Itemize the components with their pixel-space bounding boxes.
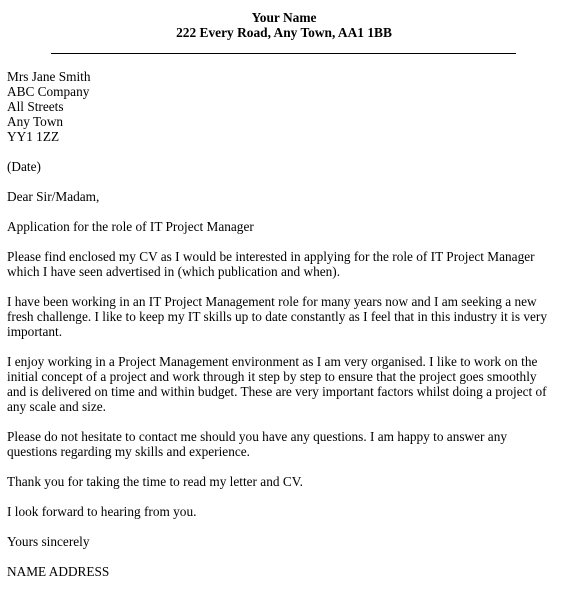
paragraph bbox=[7, 294, 555, 339]
paragraph-line: Thank you for taking the time to read my letter and CV. bbox=[7, 474, 303, 489]
recipient-line: YY1 1ZZ bbox=[7, 129, 60, 144]
paragraph bbox=[7, 249, 555, 279]
recipient-line: Any Town bbox=[7, 114, 64, 129]
header-divider bbox=[51, 53, 516, 54]
paragraph-line: I enjoy working in a Project Management environment as I am very organised. I like to work on the bbox=[7, 354, 538, 369]
paragraph-line: which I have seen advertised in (which publication and when). bbox=[7, 264, 341, 279]
paragraph-line: and is delivered on time and within budget. These are very important factors whilst doing a project of bbox=[7, 384, 547, 399]
letter-body bbox=[7, 69, 555, 579]
paragraph-line: any scale and size. bbox=[7, 399, 106, 414]
salutation: Dear Sir/Madam, bbox=[7, 189, 100, 204]
paragraph-line: Please do not hesitate to contact me should you have any questions. I am happy to answer any bbox=[7, 429, 507, 444]
recipient-line: Mrs Jane Smith bbox=[7, 69, 91, 84]
paragraph bbox=[7, 474, 555, 489]
paragraph-line: important. bbox=[7, 324, 63, 339]
paragraph bbox=[7, 504, 555, 519]
paragraph-line: questions regarding my skills and experience. bbox=[7, 444, 250, 459]
recipient-line: ABC Company bbox=[7, 84, 90, 99]
paragraph bbox=[7, 354, 555, 414]
paragraph bbox=[7, 429, 555, 459]
paragraph-line: initial concept of a project and work through it step by step to ensure that the project goes smoothly bbox=[7, 369, 537, 384]
signature-name: NAME ADDRESS bbox=[7, 564, 110, 579]
paragraph-line: fresh challenge. I like to keep my IT skills up to date constantly as I feel that in this industry it is very bbox=[7, 309, 548, 324]
recipient-address bbox=[7, 69, 555, 144]
closing: Yours sincerely bbox=[7, 534, 90, 549]
paragraph-line: Please find enclosed my CV as I would be interested in applying for the role of IT Project Manager bbox=[7, 249, 535, 264]
sender-header bbox=[0, 9, 562, 39]
subject-line: Application for the role of IT Project Manager bbox=[7, 219, 254, 234]
recipient-line: All Streets bbox=[7, 99, 64, 114]
sender-name: Your Name bbox=[251, 10, 317, 25]
paragraph-line: I look forward to hearing from you. bbox=[7, 504, 197, 519]
paragraph-line: I have been working in an IT Project Management role for many years now and I am seeking a new bbox=[7, 294, 537, 309]
sender-address: 222 Every Road, Any Town, AA1 1BB bbox=[176, 25, 392, 40]
letter-date: (Date) bbox=[7, 159, 41, 174]
